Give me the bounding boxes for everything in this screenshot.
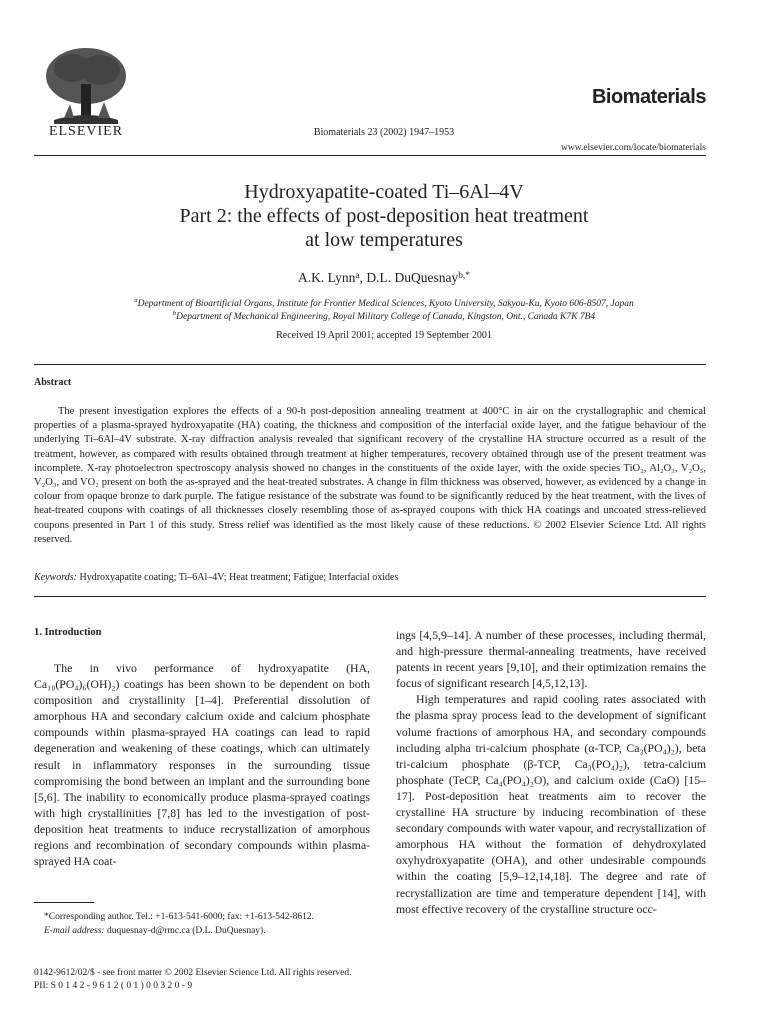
author-1: A.K. Lynn bbox=[298, 270, 356, 285]
email-label: E-mail address: bbox=[44, 926, 105, 936]
body-column-left bbox=[34, 660, 370, 869]
affiliation-a-text: Department of Bioartificial Organs, Institute for Frontier Medical Sciences, Kyoto University, Sakyou-Ku, Kyoto 606-8507, Japan bbox=[137, 299, 634, 309]
author-1-affil: a bbox=[355, 271, 360, 281]
title-line-3: at low temperatures bbox=[305, 229, 463, 251]
body-column-right bbox=[396, 627, 706, 917]
affiliation-b bbox=[0, 312, 768, 322]
keywords bbox=[34, 572, 398, 583]
intro-paragraph-continued: ings [4,5,9–14]. A number of these processes, including thermal, and high-pressure thermal-annealing treatments, have received patents in recent years [9,10], and their optimization remains the focus of significant research [4,5,12,13]. bbox=[396, 628, 706, 691]
footnote bbox=[34, 910, 374, 938]
email-line bbox=[34, 924, 374, 938]
abstract-bottom-rule bbox=[34, 596, 706, 597]
abstract-top-rule bbox=[34, 364, 706, 365]
journal-url[interactable]: www.elsevier.com/locate/biomaterials bbox=[560, 143, 706, 153]
author-2-affil: b,* bbox=[458, 271, 470, 281]
elsevier-tree-logo bbox=[34, 44, 138, 134]
corresponding-author-note: *Corresponding author. Tel.: +1-613-541-6000; fax: +1-613-542-8612. bbox=[44, 912, 315, 922]
journal-citation: Biomaterials 23 (2002) 1947–1953 bbox=[313, 127, 455, 138]
author-2: D.L. DuQuesnay bbox=[366, 270, 459, 285]
section-heading: 1. Introduction bbox=[34, 627, 102, 638]
keywords-label: Keywords: bbox=[34, 572, 77, 583]
title-line-2: Part 2: the effects of post-deposition heat treatment bbox=[179, 205, 589, 227]
abstract-text: The present investigation explores the effects of a 90-h post-deposition annealing treatment at 400°C in air on the crystallographic and chemical properties of a plasma-sprayed hydroxyapatite (HA) coating, the thickness and composition of the interfacial oxide layer, and the fatigue behaviour of the underlying Ti–6Al–4V substrate. X-ray diffraction analysis revealed that significant recovery of the crystalline HA structure occurred as a result of the treatment, however, as compared with results obtained through treatment at higher temperatures, recovery obtained through use of the present treatment was incomplete. X-ray photoelectron spectroscopy analysis showed no changes in the constituents of the oxide layer, with the oxide species TiO₂, Al₂O₃, V₂O₅, V₂O₃, and VO₂ present on both the as-sprayed and the heat-treated substrates. A change in film thickness was observed, however, as evidenced by a change in colour from opaque bronze to dark purple. The fatigue resistance of the substrate was found to be significantly reduced by the heat treatment, with the lives of heat-treated coupons with coatings of all thicknesses closely resembling those of as-sprayed coupons with thick HA coatings and uncoated stress-relieved coupons presented in Part 1 of this study. Stress relief was identified as the most likely cause of these reductions. © 2002 Elsevier Science Ltd. All rights reserved. bbox=[34, 406, 706, 545]
abstract-heading: Abstract bbox=[34, 377, 72, 388]
keywords-list: Hydroxyapatite coating; Ti–6Al–4V; Heat treatment; Fatigue; Interfacial oxides bbox=[79, 572, 399, 583]
author-list bbox=[0, 270, 768, 286]
email-address[interactable]: duquesnay-d@rmc.ca (D.L. DuQuesnay). bbox=[106, 926, 266, 936]
affiliation-a bbox=[0, 299, 768, 309]
title-line-1: Hydroxyapatite-coated Ti–6Al–4V bbox=[244, 181, 524, 203]
header-rule bbox=[34, 155, 706, 156]
pii-line: PII: S 0 1 4 2 - 9 6 1 2 ( 0 1 ) 0 0 3 2 0 - 9 bbox=[34, 981, 193, 991]
affiliation-b-text: Department of Mechanical Engineering, Royal Military College of Canada, Kingston, Ont., Canada K7K 7B4 bbox=[176, 312, 596, 322]
copyright-line: 0142-9612/02/$ - see front matter © 2002 Elsevier Science Ltd. All rights reserved. bbox=[34, 968, 352, 978]
article-title bbox=[0, 180, 768, 252]
journal-title: Biomaterials bbox=[591, 86, 706, 108]
affiliation-a-mark: a bbox=[134, 297, 138, 304]
front-matter-info bbox=[34, 967, 351, 993]
received-dates: Received 19 April 2001; accepted 19 September 2001 bbox=[276, 330, 492, 341]
author-separator: , bbox=[359, 270, 367, 285]
affiliation-b-mark: b bbox=[172, 310, 177, 317]
intro-paragraph-1: The in vivo performance of hydroxyapatite (HA, Ca₁₀(PO₄)₆(OH)₂) coatings has been shown to be dependent on both composition and crystallinity [1–4]. Preferential dissolution of amorphous HA and secondary calcium oxide and calcium phosphate compounds within plasma-sprayed HA coatings can lead to rapid degeneration and weakening of these coatings, which can ultimately result in inflammatory responses in the surrounding tissue compromising the bond between an implant and the surrounding bone [5,6]. The inability to economically produce plasma-sprayed coatings with high crystallinities [7,8] has led to the investigation of post-deposition heat treatments to induce recrystallization of amorphous regions and recombination of secondary compounds within plasma-sprayed HA coat- bbox=[34, 661, 370, 869]
intro-paragraph-2: High temperatures and rapid cooling rates associated with the plasma spray process lead to the development of significant volume fractions of amorphous HA, and secondary compounds including alpha tri-calcium phosphate (α-TCP, Ca₃(PO₄)₂), beta tri-calcium phosphate (β-TCP, Ca₃(PO₄)₂), tetra-calcium phosphate (TeCP, Ca₄(PO₄)₂O), and calcium oxide (CaO) [15–17]. Post-deposition heat treatments aim to recover the crystalline HA structure by inducing recombination of these secondary compounds with water vapour, and recrystallization of amorphous HA without the formation of dehydroxylated oxyhydroxyapatite (OHA), and other undesirable compounds within the coating [5,9–12,14,18]. The degree and rate of recrystallization are time and temperature dependent [14], with most effective recovery of the crystalline structure occ- bbox=[396, 692, 706, 916]
footnote-rule bbox=[34, 902, 94, 903]
publisher-name: ELSEVIER bbox=[48, 124, 124, 139]
